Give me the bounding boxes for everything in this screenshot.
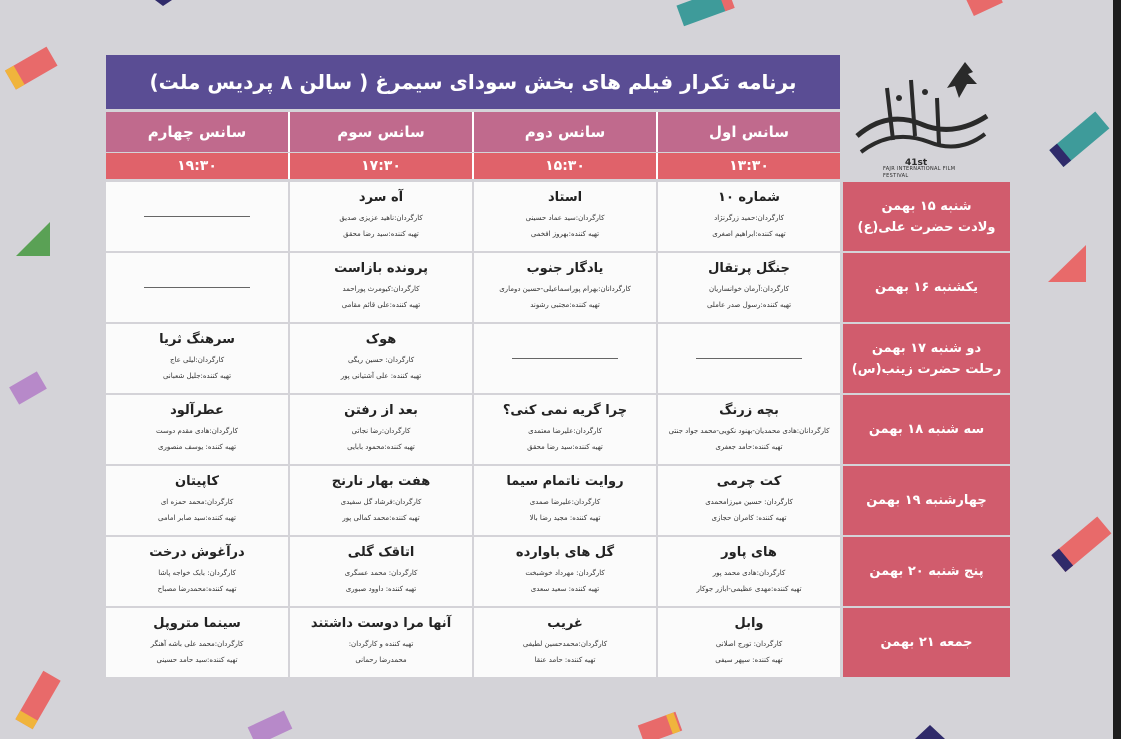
schedule-row <box>106 182 840 251</box>
logo-subtitle: FAJR INTERNATIONAL FILM FESTIVAL <box>883 166 956 179</box>
festival-logo <box>847 58 997 183</box>
film-cell <box>288 395 472 464</box>
film-director: کارگردان:سید عماد حسینی <box>525 214 605 222</box>
triangle-decoration-left <box>16 222 50 256</box>
day-label <box>843 608 1010 677</box>
empty-dash <box>144 287 250 288</box>
ribbon-decoration-left-bottom <box>15 671 60 729</box>
day-label <box>843 466 1010 535</box>
schedule-row <box>106 608 840 677</box>
film-director: کارگردان: محمد عسگری <box>344 569 418 577</box>
day-label <box>843 253 1010 322</box>
film-director: تهیه کننده و کارگردان: <box>348 640 414 648</box>
day-date: یکشنبه ۱۶ بهمن <box>875 280 978 295</box>
film-producer: تهیه کننده:بهروز افخمی <box>530 230 600 238</box>
film-title: های پاور <box>721 545 777 560</box>
schedule-row <box>106 466 840 535</box>
film-producer: تهیه کننده: کامران حجازی <box>711 514 787 522</box>
film-producer: تهیه کننده:مهدی عظیمی-ابازر جوکار <box>696 585 802 593</box>
film-director: کارگردان:ناهید عزیزی صدیق <box>339 214 423 222</box>
film-title: کاپیتان <box>175 474 219 489</box>
film-producer: تهیه کننده:جلیل شعبانی <box>162 372 232 380</box>
film-director: کارگردان: مهرداد خوشبخت <box>525 569 605 577</box>
film-cell <box>288 466 472 535</box>
film-director: کارگردان:حمید زرگرنژاد <box>714 214 784 222</box>
ribbon-decoration-right-top <box>1049 112 1109 167</box>
schedule-row <box>106 253 840 322</box>
day-date: جمعه ۲۱ بهمن <box>880 635 973 650</box>
film-title: هفت بهار نارنج <box>331 474 431 489</box>
film-cell <box>288 537 472 606</box>
ribbon-decoration-left-mid <box>9 371 47 404</box>
film-producer: تهیه کننده: علی آشتیانی پور <box>340 372 422 380</box>
film-director: کارگردانان:بهرام پوراسماعیلی-حسین دوماری <box>499 285 631 293</box>
day-label <box>843 395 1010 464</box>
film-director: کارگردان:محمدحسین لطیفی <box>522 640 608 648</box>
schedule-grid <box>106 182 840 679</box>
film-producer: تهیه کننده:محمدرضا مصباح <box>157 585 237 593</box>
film-director: کارگردان: حسین میرزامحمدی <box>705 498 793 506</box>
film-producer: تهیه کننده: داوود صبوری <box>345 585 417 593</box>
film-director: کارگردان:هادی مقدم دوست <box>156 427 239 435</box>
film-cell <box>106 395 288 464</box>
film-producer: تهیه کننده:حامد جعفری <box>715 443 783 451</box>
session-header: سانس سوم <box>288 112 472 152</box>
ribbon-decoration-bottom-center <box>638 712 682 739</box>
ribbon-decoration-top-center <box>676 0 734 26</box>
film-title: چرا گریه نمی کنی؟ <box>502 403 628 418</box>
film-title: گل های باوارده <box>515 545 615 560</box>
empty-dash <box>144 216 250 217</box>
film-title: هوک <box>365 332 397 347</box>
film-title: سرهنگ ثریا <box>159 332 235 347</box>
session-header: سانس دوم <box>472 112 656 152</box>
film-producer: تهیه کننده:سید حامد حسینی <box>156 656 238 664</box>
film-director: کارگردان:علیرضا صمدی <box>529 498 601 506</box>
session-header: سانس چهارم <box>106 112 288 152</box>
film-director: کارگردانان:هادی محمدیان-بهنود نکویی-محمد جواد جنتی <box>668 427 830 435</box>
day-label <box>843 182 1010 251</box>
film-title: استاد <box>547 190 583 205</box>
ribbon-decoration-right-bottom <box>1051 517 1111 572</box>
film-cell <box>656 182 840 251</box>
film-cell <box>106 324 288 393</box>
film-producer: تهیه کننده:علی قائم مقامی <box>341 301 421 309</box>
film-cell <box>656 608 840 677</box>
film-producer: تهیه کننده: مجید رضا بالا <box>529 514 601 522</box>
film-title: روایت ناتمام سیما <box>506 474 624 489</box>
film-cell <box>472 395 656 464</box>
film-producer: تهیه کننده:سید رضا محقق <box>343 230 419 238</box>
film-cell <box>288 182 472 251</box>
film-producer: تهیه کننده:محمود بابایی <box>347 443 415 451</box>
film-title: کت چرمی <box>716 474 782 489</box>
film-director: کارگردان:آرمان خوانساریان <box>709 285 789 293</box>
film-producer: تهیه کننده:رسول صدر عاملی <box>706 301 792 309</box>
triangle-decoration-right <box>1048 245 1086 282</box>
day-column <box>843 182 1010 679</box>
film-cell <box>472 537 656 606</box>
film-title: غریب <box>547 616 583 631</box>
film-cell <box>656 466 840 535</box>
film-cell <box>656 537 840 606</box>
film-title: درآغوش درخت <box>149 545 245 560</box>
schedule-row <box>106 324 840 393</box>
film-producer: تهیه کننده:سید رضا محقق <box>527 443 603 451</box>
film-cell <box>656 395 840 464</box>
empty-cell <box>472 324 656 393</box>
film-title: سینما متروپل <box>153 616 241 631</box>
film-director: کارگردان:هادی محمد پور <box>712 569 786 577</box>
film-producer: تهیه کننده:سید صابر امامی <box>158 514 236 522</box>
film-director: کارگردان:محمد حمزه ای <box>160 498 234 506</box>
schedule-row <box>106 395 840 464</box>
film-producer: محمدرضا رحمانی <box>355 656 407 664</box>
film-director: کارگردان:فرشاد گل سفیدی <box>340 498 422 506</box>
film-director: کارگردان: بابک خواجه پاشا <box>158 569 236 577</box>
day-date: دو شنبه ۱۷ بهمن <box>871 340 982 356</box>
day-date: پنج شنبه ۲۰ بهمن <box>869 564 984 579</box>
film-cell <box>656 253 840 322</box>
film-cell <box>106 466 288 535</box>
session-time: ۱۵:۳۰ <box>472 153 656 179</box>
ribbon-decoration-left-top <box>5 47 58 90</box>
film-cell <box>288 608 472 677</box>
day-date: شنبه ۱۵ بهمن <box>881 198 972 214</box>
ribbon-decoration-top-right <box>966 0 1003 16</box>
schedule-row <box>106 537 840 606</box>
ribbon-decoration-bottom-left <box>248 710 293 739</box>
logo-number: 41st <box>905 158 928 168</box>
film-producer: تهیه کننده: یوسف منصوری <box>157 443 237 451</box>
film-producer: تهیه کننده: سعید سعدی <box>530 585 600 593</box>
day-occasion: ولادت حضرت علی(ع) <box>857 219 996 235</box>
film-director: کارگردان:کیومرث پوراحمد <box>342 285 420 293</box>
film-producer: تهیه کننده: حامد عنقا <box>534 656 596 664</box>
film-producer: تهیه کننده: سپهر سیفی <box>715 656 783 664</box>
session-time: ۱۷:۳۰ <box>288 153 472 179</box>
simorgh-logo-icon <box>847 58 997 163</box>
session-time: ۱۹:۳۰ <box>106 153 288 179</box>
film-director: کارگردان:رضا نجاتی <box>351 427 411 435</box>
empty-dash <box>512 358 618 359</box>
film-title: پرونده بازاست <box>334 261 428 276</box>
triangle-decoration-top <box>155 0 172 6</box>
window-edge <box>1113 0 1121 739</box>
film-cell <box>106 608 288 677</box>
film-title: وابل <box>734 616 764 631</box>
film-director: کارگردان:لیلی عاج <box>169 356 225 364</box>
film-cell <box>472 608 656 677</box>
film-producer: تهیه کننده:مجتبی رشوند <box>530 301 600 309</box>
day-occasion: رحلت حضرت زینب(س) <box>851 361 1002 377</box>
film-title: بعد از رفتن <box>344 403 418 418</box>
page-title: برنامه تکرار فیلم های بخش سودای سیمرغ ( سالن ۸ پردیس ملت) <box>106 55 840 109</box>
film-title: یادگار جنوب <box>526 261 604 276</box>
film-cell <box>472 182 656 251</box>
session-time: ۱۳:۳۰ <box>656 153 840 179</box>
empty-cell <box>106 182 288 251</box>
day-date: چهارشنبه ۱۹ بهمن <box>866 493 987 508</box>
film-cell <box>288 324 472 393</box>
triangle-decoration-bottom <box>915 725 945 739</box>
film-director: کارگردان:محمد علی باشه آهنگر <box>150 640 244 648</box>
film-cell <box>106 537 288 606</box>
film-title: جنگل پرتقال <box>708 261 790 276</box>
film-cell <box>288 253 472 322</box>
film-title: اتاقک گلی <box>347 545 415 560</box>
film-title: عطرآلود <box>170 403 224 418</box>
film-director: کارگردان: تورج اصلانی <box>715 640 783 648</box>
day-label <box>843 324 1010 393</box>
session-header: سانس اول <box>656 112 840 152</box>
film-director: کارگردان:علیرضا معتمدی <box>528 427 602 435</box>
film-producer: تهیه کننده:ابراهیم اصغری <box>712 230 786 238</box>
film-title: بچه زرنگ <box>719 403 779 418</box>
session-time-row <box>106 153 840 179</box>
film-title: شماره ۱۰ <box>718 190 780 205</box>
film-cell <box>472 253 656 322</box>
empty-cell <box>106 253 288 322</box>
film-director: کارگردان: حسین ریگی <box>347 356 415 364</box>
empty-dash <box>696 358 802 359</box>
day-label <box>843 537 1010 606</box>
film-title: آه سرد <box>358 190 404 205</box>
film-producer: تهیه کننده:محمد کمالی پور <box>342 514 420 522</box>
film-title: آنها مرا دوست داشتند <box>310 616 452 631</box>
session-header-row <box>106 112 840 152</box>
empty-cell <box>656 324 840 393</box>
film-cell <box>472 466 656 535</box>
day-date: سه شنبه ۱۸ بهمن <box>868 422 985 437</box>
